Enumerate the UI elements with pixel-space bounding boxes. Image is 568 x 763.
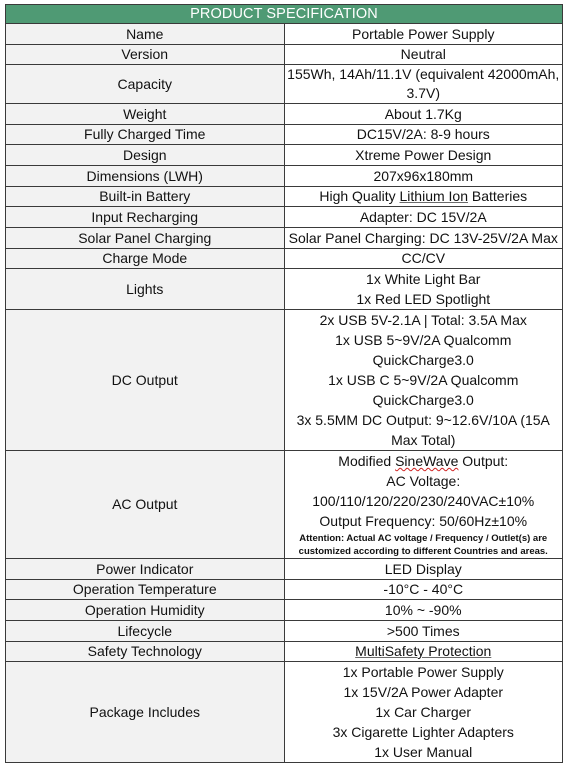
- value-line: AC Voltage: 100/110/120/220/230/240VAC±10%: [312, 473, 535, 509]
- value-line: 1x Red LED Spotlight: [356, 291, 491, 307]
- row-value: [284, 269, 563, 310]
- row-value: -10°C - 40°C: [284, 580, 563, 600]
- row-label: Design: [6, 145, 285, 166]
- row-label: Safety Technology: [6, 642, 285, 662]
- table-row: [6, 145, 563, 166]
- value-line: 1x USB 5~9V/2A Qualcomm QuickCharge3.0: [335, 332, 512, 368]
- battery-link[interactable]: Lithium Ion: [399, 188, 468, 204]
- row-value: [284, 642, 563, 662]
- battery-suffix: Batteries: [468, 188, 528, 204]
- row-value: CC/CV: [284, 249, 563, 269]
- table-row: [6, 600, 563, 621]
- table-row: [6, 249, 563, 269]
- row-label: Lights: [6, 269, 285, 310]
- table-row: [6, 559, 563, 580]
- row-label: Built-in Battery: [6, 187, 285, 207]
- row-label: DC Output: [6, 310, 285, 451]
- row-value: Portable Power Supply: [284, 24, 563, 45]
- table-title: PRODUCT SPECIFICATION: [6, 5, 563, 24]
- ac-line1-suffix: Output:: [458, 453, 509, 469]
- ac-line1-sinewave: SineWave: [395, 453, 459, 469]
- row-value: [284, 451, 563, 559]
- row-label: Operation Temperature: [6, 580, 285, 600]
- battery-prefix: High Quality: [319, 188, 400, 204]
- row-value: Adapter: DC 15V/2A: [284, 207, 563, 228]
- table-row: [6, 228, 563, 249]
- row-value: [284, 187, 563, 207]
- value-line: 1x Portable Power Supply: [342, 664, 504, 680]
- value-line: 2x USB 5V-2.1A | Total: 3.5A Max: [319, 312, 527, 328]
- value-line: 1x User Manual: [374, 744, 473, 760]
- row-value: >500 Times: [284, 621, 563, 642]
- value-line: 1x USB C 5~9V/2A Qualcomm QuickCharge3.0: [328, 372, 519, 408]
- table-row: [6, 187, 563, 207]
- table-header-row: [6, 5, 563, 24]
- row-value: DC15V/2A: 8-9 hours: [284, 125, 563, 145]
- row-label: Dimensions (LWH): [6, 166, 285, 187]
- row-value: Solar Panel Charging: DC 13V-25V/2A Max: [284, 228, 563, 249]
- row-label: Charge Mode: [6, 249, 285, 269]
- row-label: Lifecycle: [6, 621, 285, 642]
- table-row: [6, 662, 563, 763]
- value-line: [285, 451, 563, 471]
- row-label: Capacity: [6, 65, 285, 104]
- row-label: Name: [6, 24, 285, 45]
- value-line: 3x Cigarette Lighter Adapters: [332, 724, 514, 740]
- table-row: [6, 207, 563, 228]
- row-label: Fully Charged Time: [6, 125, 285, 145]
- ac-line1-prefix: Modified: [338, 453, 396, 469]
- table-row: [6, 269, 563, 310]
- ac-attention-note: Attention: Actual AC voltage / Frequency / Outlet(s) are customized according to different Countries and areas.: [298, 533, 548, 557]
- row-value: About 1.7Kg: [284, 104, 563, 125]
- row-value: LED Display: [284, 559, 563, 580]
- table-row: [6, 65, 563, 104]
- row-label: Solar Panel Charging: [6, 228, 285, 249]
- value-line: 1x 15V/2A Power Adapter: [343, 684, 504, 700]
- row-value: 155Wh, 14Ah/11.1V (equivalent 42000mAh, 3.7V): [284, 65, 563, 104]
- table-row: [6, 24, 563, 45]
- table-row: [6, 310, 563, 451]
- row-value: Xtreme Power Design: [284, 145, 563, 166]
- row-label: Package Includes: [6, 662, 285, 763]
- row-value: [284, 662, 563, 763]
- table-row: [6, 451, 563, 559]
- value-line: Output Frequency: 50/60Hz±10%: [319, 513, 528, 529]
- row-value: Neutral: [284, 45, 563, 65]
- table-row: [6, 580, 563, 600]
- row-label: Operation Humidity: [6, 600, 285, 621]
- spec-table: [5, 4, 563, 763]
- row-label: Power Indicator: [6, 559, 285, 580]
- row-label: Input Recharging: [6, 207, 285, 228]
- value-line: 1x Car Charger: [375, 704, 472, 720]
- row-value: 207x96x180mm: [284, 166, 563, 187]
- safety-value: MultiSafety Protection: [355, 643, 492, 659]
- row-value: [284, 310, 563, 451]
- table-row: [6, 125, 563, 145]
- table-row: [6, 642, 563, 662]
- value-line: 1x White Light Bar: [366, 271, 481, 287]
- row-label: AC Output: [6, 451, 285, 559]
- table-row: [6, 45, 563, 65]
- table-row: [6, 621, 563, 642]
- value-line: 3x 5.5MM DC Output: 9~12.6V/10A (15A Max Total): [296, 412, 550, 448]
- row-label: Version: [6, 45, 285, 65]
- row-label: Weight: [6, 104, 285, 125]
- table-row: [6, 166, 563, 187]
- row-value: 10% ~ -90%: [284, 600, 563, 621]
- table-row: [6, 104, 563, 125]
